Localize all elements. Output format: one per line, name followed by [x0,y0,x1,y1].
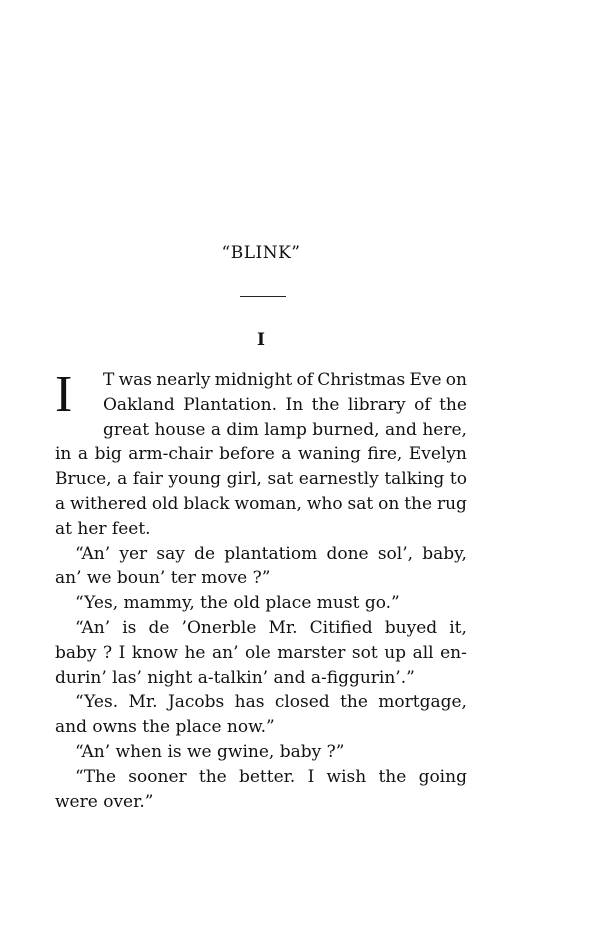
text-line: at her feet. [55,518,151,539]
text-line: durin’ las’ night a-talkin’ and a-figgurin’.” [55,667,415,688]
drop-cap: I [55,366,73,423]
title-rule [240,296,286,297]
text-line: a withered old black woman, who sat on the rug [55,493,467,514]
text-line: Oakland Plantation. In the library of the [103,394,467,415]
text-line: were over.” [55,791,154,812]
chapter-number: I [257,330,265,350]
text-line: in a big arm-chair before a waning fire, Evelyn [55,444,467,465]
text-line: great house a dim lamp burned, and here, [103,419,467,440]
text-line: T was nearly midnight of Christmas Eve on [103,370,467,390]
text-line: “An’ when is we gwine, baby ?” [75,741,345,762]
text-line: “An’ is de ’Onerble Mr. Citified buyed it, [75,617,467,638]
text-line: Bruce, a fair young girl, sat earnestly talking to [55,469,467,490]
text-line: baby ? I know he an’ ole marster sot up all en- [55,642,467,663]
text-line: “Yes, mammy, the old place must go.” [75,593,400,614]
text-line: an’ we boun’ ter move ?” [55,568,271,589]
text-line: “The sooner the better. I wish the going [75,766,467,787]
chapter-title: “BLINK” [221,243,301,263]
text-line: “An’ yer say de plantatiom done sol’, baby, [75,543,467,564]
text-line: and owns the place now.” [55,717,275,738]
body-text [55,368,467,814]
text-line: “Yes. Mr. Jacobs has closed the mortgage, [75,692,467,713]
